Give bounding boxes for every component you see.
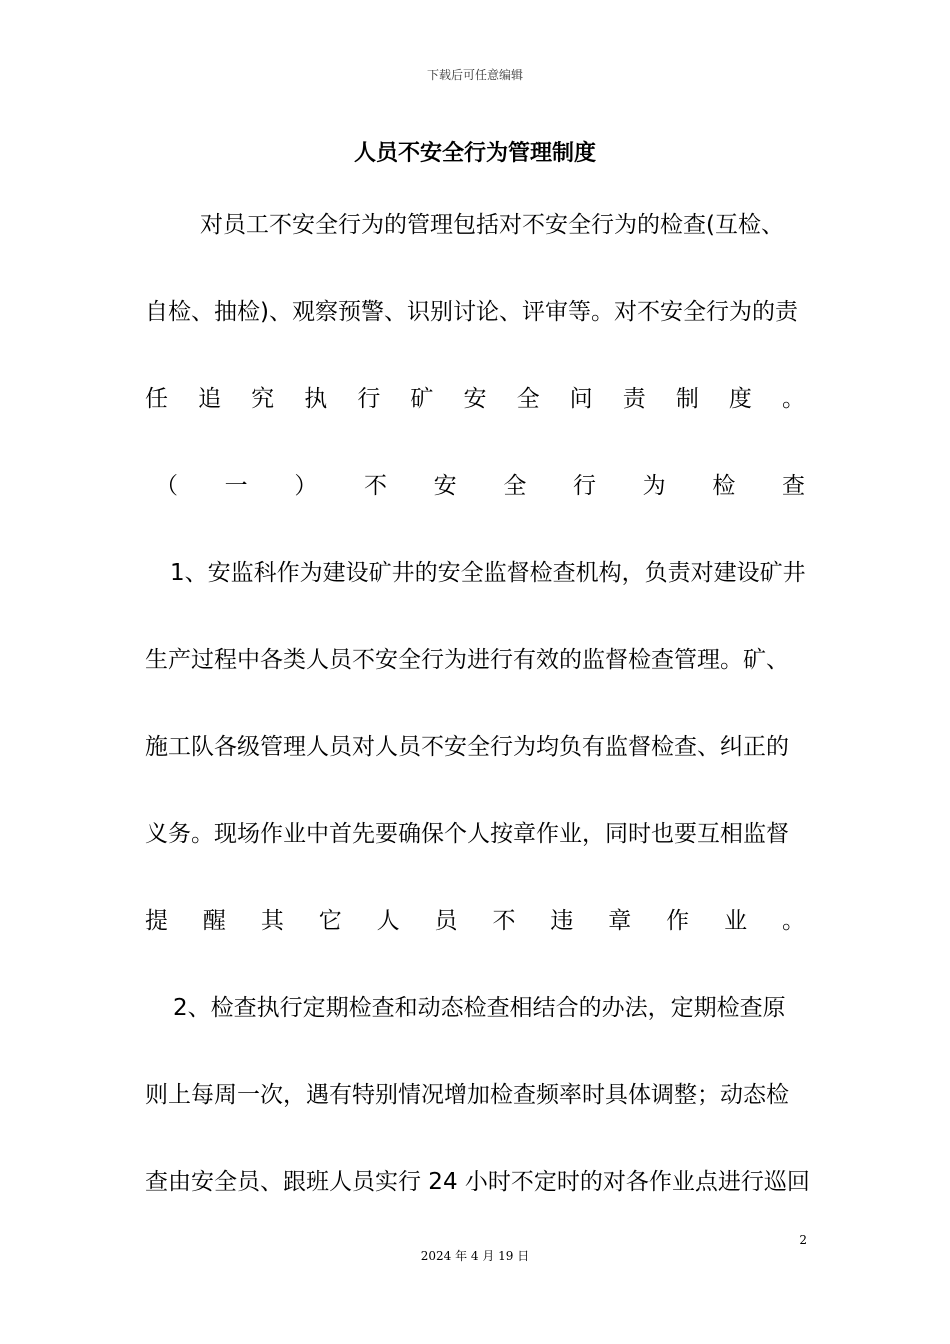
header-note: 下载后可任意编辑 (426, 68, 523, 82)
footer-date: 2024 年 4 月 19 日 (420, 1249, 530, 1263)
paragraph-line-8: 义务。现场作业中首先要确保个人按章作业，同时也要互相监督 (145, 821, 789, 847)
paragraph-line-12: 查由安全员、跟班人员实行 24 小时不定时的对各作业点进行巡回 (145, 1169, 810, 1195)
paragraph-line-5: 1、安监科作为建设矿井的安全监督检查机构，负责对建设矿井 (170, 560, 806, 586)
paragraph-line-9: 提 醒 其 它 人 员 不 违 章 作 业 。 (145, 908, 805, 934)
section-heading-1: （ 一 ） 不 安 全 行 为 检 查 (155, 473, 805, 499)
page-number: 2 (799, 1233, 807, 1247)
paragraph-line-7: 施工队各级管理人员对人员不安全行为均负有监督检查、纠正的 (145, 734, 789, 760)
paragraph-line-3: 任 追 究 执 行 矿 安 全 问 责 制 度 。 (145, 386, 805, 412)
paragraph-line-10: 2、检查执行定期检查和动态检查相结合的办法，定期检查原 (173, 995, 786, 1021)
paragraph-line-1: 对员工不安全行为的管理包括对不安全行为的检查(互检、 (200, 212, 784, 238)
paragraph-line-11: 则上每周一次，遇有特别情况增加检查频率时具体调整；动态检 (145, 1082, 789, 1108)
paragraph-line-2: 自检、抽检)、观察预警、识别讨论、评审等。对不安全行为的责 (145, 299, 798, 325)
paragraph-line-6: 生产过程中各类人员不安全行为进行有效的监督检查管理。矿、 (145, 647, 789, 673)
document-title: 人员不安全行为管理制度 (353, 141, 596, 166)
